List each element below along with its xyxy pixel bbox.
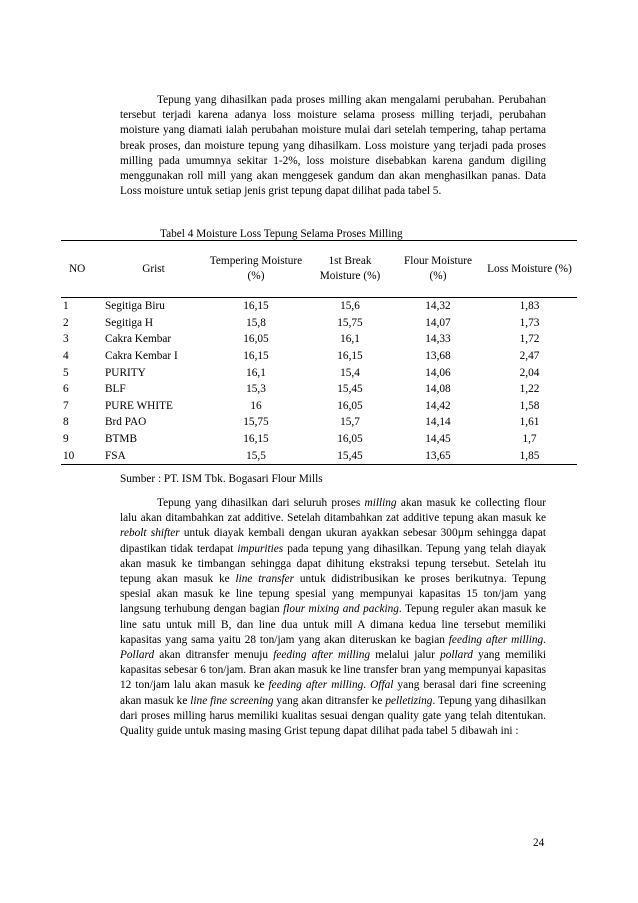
header-break: 1st Break Moisture (%) <box>306 241 394 298</box>
table-row <box>61 348 577 365</box>
cell-grist: Segitiga Biru <box>105 300 165 313</box>
cell-flour: 14,32 <box>425 300 451 313</box>
cell-flour: 13,65 <box>394 447 482 464</box>
emphasis: Offal <box>370 679 394 692</box>
cell-no: 8 <box>63 416 69 429</box>
paragraph-moisture-intro <box>120 93 546 199</box>
paragraph-milling-flow <box>120 496 546 739</box>
table-row <box>61 447 577 464</box>
cell-no: 9 <box>63 433 69 446</box>
cell-break: 15,4 <box>340 366 360 379</box>
cell-break: 15,6 <box>340 300 360 313</box>
cell-loss: 1,73 <box>519 316 540 329</box>
text-run: untuk diayak kembali dengan ukuran ayakkan sebesar 300µm sehingga dapat dipastikan tidak terdapat <box>120 527 546 555</box>
emphasis: line transfer <box>235 573 295 586</box>
cell-grist: BTMB <box>105 433 138 446</box>
cell-loss: 2,47 <box>519 350 540 363</box>
cell-no: 5 <box>63 366 69 379</box>
cell-grist: FSA <box>101 447 206 464</box>
cell-flour: 13,68 <box>425 350 451 363</box>
header-flour: Flour Moisture (%) <box>394 241 482 298</box>
cell-break: 16,1 <box>340 333 360 346</box>
emphasis: pelletizing <box>385 694 433 707</box>
cell-flour: 14,07 <box>425 316 451 329</box>
cell-break: 15,75 <box>337 316 363 329</box>
emphasis: pollard <box>440 649 473 662</box>
cell-tempering: 15,8 <box>246 316 266 329</box>
cell-grist: BLF <box>105 383 126 396</box>
emphasis: feeding after milling <box>273 649 371 662</box>
cell-grist: Segitiga H <box>105 316 154 329</box>
cell-tempering: 15,75 <box>243 416 269 429</box>
cell-tempering: 16,15 <box>243 433 269 446</box>
cell-break: 15,7 <box>340 416 360 429</box>
header-grist: Grist <box>101 241 206 298</box>
table-row <box>61 298 577 315</box>
cell-flour: 14,33 <box>425 333 451 346</box>
cell-loss: 1,85 <box>482 447 577 464</box>
cell-tempering: 16,15 <box>243 300 269 313</box>
cell-no: 4 <box>63 350 69 363</box>
cell-tempering: 16,05 <box>243 333 269 346</box>
emphasis: feeding after milling <box>268 679 364 692</box>
cell-grist: Cakra Kembar <box>105 333 172 346</box>
cell-break: 16,15 <box>337 350 363 363</box>
text-run: melalui jalur <box>370 649 441 662</box>
table-row <box>61 431 577 448</box>
text-run: . Tepung yang dihasilkan dari proses milling harus memiliki kualitas sesuai dengan quality gate yang telah ditentukan. Quality guide untuk masing masing Grist tepung dapat dilihat pada tabel 5 dibawah ini : <box>120 694 546 738</box>
cell-grist: PURE WHITE <box>105 399 173 412</box>
emphasis: flour mixing and packing <box>283 603 399 616</box>
cell-grist: Cakra Kembar I <box>105 350 178 363</box>
cell-flour: 14,42 <box>425 399 451 412</box>
emphasis: impurities <box>237 542 284 555</box>
paragraph-text: Tepung yang dihasilkan pada proses milling akan mengalami perubahan. Perubahan tersebut terjadi karena adanya loss moisture selama prosess milling terjadi, perubahan moisture yang diamati ialah perubahan moisture mulai dari setelah tempering, tahap pertama break proses, dan moisture tepung yang dihasilkam. Loss moisture yang terjadi pada proses milling pada umumnya sekitar 1-2%, loss moisture disebabkan karena gandum digiling menggunakan roll mill yang akan menggesek gandum dan akan menghasilkan panas. Data Loss moisture untuk setiap jenis grist tepung dapat dilihat pada tabel 5. <box>120 94 546 198</box>
cell-loss: 1,22 <box>519 383 540 396</box>
table-row <box>61 315 577 332</box>
cell-no: 3 <box>63 333 69 346</box>
cell-break: 16,05 <box>337 399 363 412</box>
cell-no: 6 <box>63 383 69 396</box>
text-run: . Tepung reguler akan masuk ke line satu untuk mill B, dan line dua untuk mill A dimana kedua line tersebut memiliki kapasitas yang sama yaitu 28 ton/jam yang akan diteruskan ke bagian <box>120 603 546 646</box>
emphasis: rebolt shifter <box>120 527 180 540</box>
cell-no: 10 <box>61 447 101 464</box>
emphasis: milling <box>364 497 397 509</box>
header-tempering: Tempering Moisture (%) <box>206 241 306 298</box>
cell-grist: Brd PAO <box>105 416 147 429</box>
page-number: 24 <box>533 837 545 849</box>
cell-break: 16,05 <box>337 433 363 446</box>
cell-break: 15,45 <box>337 383 363 396</box>
table-source: Sumber : PT. ISM Tbk. Bogasari Flour Mills <box>120 473 323 485</box>
cell-tempering: 15,5 <box>206 447 306 464</box>
text-run: untuk didistribusikan ke proses berikutnya. Tepung spesial akan masuk ke line tepung spesial yang mempunyai kapasitas 15 ton/jam yang langsung terhubung dengan bagian <box>120 573 547 616</box>
table-header-row <box>61 241 577 298</box>
cell-grist: PURITY <box>105 366 146 379</box>
text-run: yang akan ditransfer ke <box>273 694 386 707</box>
cell-break: 15,45 <box>306 447 394 464</box>
cell-loss: 1,7 <box>522 433 537 446</box>
text-run: . <box>363 679 371 692</box>
cell-flour: 14,06 <box>425 366 451 379</box>
cell-no: 1 <box>63 300 69 313</box>
emphasis: feeding after milling <box>448 633 544 646</box>
text-run: yang berasal dari fine screening akan masuk ke <box>120 679 546 707</box>
table-row <box>61 398 577 415</box>
cell-no: 2 <box>63 316 69 329</box>
emphasis: line fine screening <box>190 694 274 707</box>
text-run: yang memiliki kapasitas sebesar 6 ton/jam. Bran akan masuk ke line transfer bran yang mempunyai kapasitas 12 ton/jam lalu akan masuk ke <box>120 649 547 692</box>
cell-flour: 14,14 <box>425 416 451 429</box>
cell-no: 7 <box>63 399 69 412</box>
table-row <box>61 364 577 381</box>
text-run: pada tepung yang dihasilkan. Tepung yang telah diayak akan masuk ke timbangan sehingga dapat dihitung ekstraksi tepung tersebut. Setelah itu tepung akan masuk ke <box>120 542 546 586</box>
moisture-loss-table <box>61 240 577 465</box>
cell-loss: 1,72 <box>519 333 540 346</box>
table-caption: Tabel 4 Moisture Loss Tepung Selama Proses Milling <box>160 228 403 240</box>
header-loss: Loss Moisture (%) <box>482 241 577 298</box>
text-run: . <box>543 633 546 646</box>
text-run: akan ditransfer menuju <box>154 649 274 662</box>
table-row <box>61 414 577 431</box>
cell-loss: 2,04 <box>519 366 540 379</box>
table-row <box>61 381 577 398</box>
cell-flour: 14,08 <box>425 383 451 396</box>
cell-tempering: 16,1 <box>246 366 266 379</box>
cell-flour: 14,45 <box>425 433 451 446</box>
text-run: akan masuk ke collecting flour lalu akan ditambahkan zat additive. Setelah ditambahkan zat additive tepung akan masuk ke <box>120 497 546 525</box>
cell-loss: 1,83 <box>519 300 540 313</box>
cell-loss: 1,58 <box>519 399 540 412</box>
cell-tempering: 15,3 <box>246 383 266 396</box>
text-run: Tepung yang dihasilkan dari seluruh proses <box>157 497 365 509</box>
header-no: NO <box>61 241 101 298</box>
cell-tempering: 16,15 <box>243 350 269 363</box>
emphasis: Pollard <box>120 649 155 662</box>
cell-loss: 1,61 <box>519 416 540 429</box>
cell-tempering: 16 <box>250 399 262 412</box>
table-row <box>61 331 577 348</box>
